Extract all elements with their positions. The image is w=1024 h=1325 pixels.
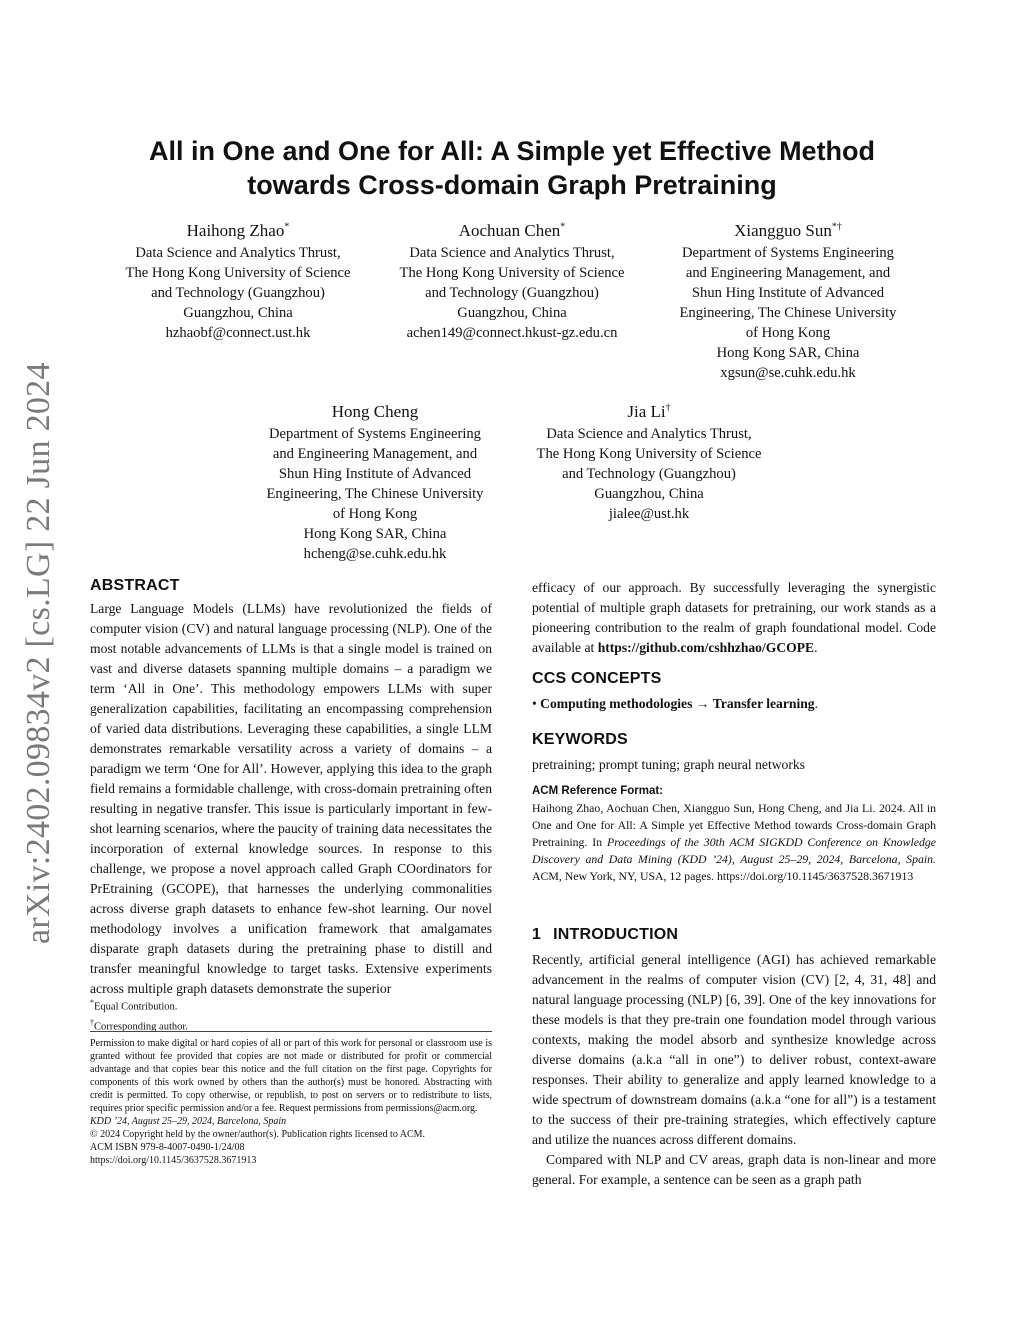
author-affiliation-line: Shun Hing Institute of Advanced <box>691 285 885 301</box>
author-block <box>92 220 384 343</box>
author-affiliation-line: The Hong Kong University of Science <box>125 265 351 281</box>
author-affiliation-line: Data Science and Analytics Thrust, <box>546 426 752 442</box>
author-affiliation-line: The Hong Kong University of Science <box>399 265 625 281</box>
copyright-line: © 2024 Copyright held by the owner/author(s). Publication rights licensed to ACM. <box>90 1129 426 1140</box>
author-block <box>366 220 658 343</box>
author-email[interactable]: hcheng@se.cuhk.edu.hk <box>303 546 447 562</box>
doi-link[interactable]: https://doi.org/10.1145/3637528.3671913 <box>90 1155 257 1166</box>
author-block <box>229 401 521 564</box>
introduction-section <box>532 925 936 1190</box>
acm-reference-text: Haihong Zhao, Aochuan Chen, Xiangguo Sun, Hong Cheng, and Jia Li. 2024. All in One and One for All: A Simple yet Effective Method towards Cross-domain Graph Pretraining. In Proceedings of the 30th ACM SIGKDD Conference on Knowledge Discovery and Data Mining (KDD ’24), August 25–29, 2024, Barcelona, Spain. ACM, New York, NY, USA, 12 pages. https://doi.org/10.1145/3637528.3671913 <box>532 801 936 883</box>
introduction-heading: 1 INTRODUCTION <box>532 926 679 943</box>
author-name: Jia Li† <box>627 402 671 421</box>
introduction-paragraph: Compared with NLP and CV areas, graph data is non-linear and more general. For example, a sentence can be seen as a graph path <box>532 1152 936 1187</box>
author-affiliation-line: Data Science and Analytics Thrust, <box>135 245 341 261</box>
author-affiliation-line: of Hong Kong <box>745 325 831 341</box>
author-affiliation-line: Guangzhou, China <box>594 486 704 502</box>
keywords-heading: KEYWORDS <box>532 731 628 748</box>
author-affiliation-line: Engineering, The Chinese University <box>679 305 897 321</box>
author-affiliation-line: The Hong Kong University of Science <box>536 446 762 462</box>
author-affiliation-line: Shun Hing Institute of Advanced <box>278 466 472 482</box>
author-affiliation-line: Department of Systems Engineering <box>682 245 894 261</box>
author-block <box>642 220 934 383</box>
author-affiliation-line: and Technology (Guangzhou) <box>151 285 325 301</box>
abstract-text: Large Language Models (LLMs) have revolutionized the fields of computer vision (CV) and natural language processing (NLP). One of the most notable advancements of LLMs is that a single model is trained on vast and diverse datasets spanning multiple domains – a paradigm we term ‘All in One’. This methodology empowers LLMs with super generalization capabilities, facilitating an encompassing comprehension of varied data distributions. Leveraging these capabilities, a single LLM demonstrates remarkable versatility across a variety of domains – a paradigm we term ‘One for All’. However, applying this idea to the graph field remains a formidable challenge, with cross-domain pretraining often resulting in negative transfer. This issue is particularly important in few-shot learning scenarios, where the paucity of training data necessitates the incorporation of external knowledge sources. In response to this challenge, we propose a novel approach called Graph COordinators for PrEtraining (GCOPE), that harnesses the underlying commonalities across diverse graph datasets to enhance few-shot learning. Our novel methodology involves a unification framework that amalgamates disparate graph datasets during the pretraining phase to distill and transfer meaningful knowledge to target tasks. Extensive experiments across multiple graph datasets demonstrate the superior <box>90 601 493 996</box>
introduction-paragraph: Recently, artificial general intelligence (AGI) has achieved remarkable advancement in the realms of computer vision (CV) [2, 4, 31, 48] and natural language processing (NLP) [6, 39]. One of the key innovations for these models is that they pre-train one foundation model through various contexts, making the model absorb and synthesize knowledge across diverse domains (a.k.a “all in one”) to deliver robust, context-aware responses. Their ability to generalize and apply learned knowledge to a wide spectrum of downstream domains (a.k.a “one for all”) is a testament to the success of their pre-training strategies, which effectively capture and utilize the nuances across different domains. <box>532 952 936 1147</box>
author-affiliation-line: and Engineering Management, and <box>685 265 891 281</box>
title-line-2: towards Cross-domain Graph Pretraining <box>247 170 777 200</box>
ccs-concepts-section <box>532 669 936 714</box>
author-affiliation-line: of Hong Kong <box>332 506 418 522</box>
paper-title <box>90 134 934 202</box>
footnote-divider <box>90 1031 492 1032</box>
author-affiliation-line: and Technology (Guangzhou) <box>562 466 736 482</box>
author-email[interactable]: jialee@ust.hk <box>608 506 690 522</box>
author-affiliation-line: Hong Kong SAR, China <box>303 526 447 542</box>
keywords-text: pretraining; prompt tuning; graph neural networks <box>532 757 805 772</box>
abstract-section <box>90 576 492 999</box>
author-affiliation-line: and Engineering Management, and <box>272 446 478 462</box>
isbn-line: ACM ISBN 979-8-4007-0490-1/24/08 <box>90 1142 245 1153</box>
author-name: Aochuan Chen* <box>458 221 566 240</box>
author-affiliation-line: Data Science and Analytics Thrust, <box>409 245 615 261</box>
footnote-corresponding-author: †Corresponding author. <box>90 1017 188 1032</box>
permission-text: Permission to make digital or hard copies of all or part of this work for personal or classroom use is granted without fee provided that copies are not made or distributed for profit or commercial advantage and that copies bear this notice and the full citation on the first page. Copyrights for components of this work owned by others than the author(s) must be honored. Abstracting with credit is permitted. To copy otherwise, or republish, to post on servers or to redistribute to lists, requires prior specific permission and/or a fee. Request permissions from permissions@acm.org. <box>90 1038 492 1114</box>
permission-notice <box>90 1037 492 1167</box>
code-link[interactable]: https://github.com/cshhzhao/GCOPE <box>597 640 815 655</box>
acm-reference-heading: ACM Reference Format: <box>532 785 663 797</box>
author-block <box>503 401 795 524</box>
abstract-continued-text: efficacy of our approach. By successfully leveraging the synergistic potential of multiple graph datasets for pretraining, our work stands as a pioneering contribution to the realm of graph foundational model. Code available at https://github.com/cshhzhao/GCOPE. <box>532 580 936 655</box>
author-affiliation-line: Department of Systems Engineering <box>269 426 481 442</box>
footnote-equal-contribution: *Equal Contribution. <box>90 998 178 1013</box>
arxiv-identifier-stamp: arXiv:2402.09834v2 [cs.LG] 22 Jun 2024 <box>20 362 57 944</box>
author-email[interactable]: achen149@connect.hkust-gz.edu.cn <box>406 325 618 341</box>
abstract-heading: ABSTRACT <box>90 577 180 594</box>
author-affiliation-line: Hong Kong SAR, China <box>716 345 860 361</box>
author-affiliation-line: Guangzhou, China <box>457 305 567 321</box>
title-line-1: All in One and One for All: A Simple yet Effective Method <box>148 136 876 166</box>
author-name: Xiangguo Sun*† <box>734 221 842 240</box>
author-email[interactable]: xgsun@se.cuhk.edu.hk <box>720 365 856 381</box>
footnotes <box>90 995 492 1034</box>
venue-line: KDD ’24, August 25–29, 2024, Barcelona, Spain <box>90 1116 287 1127</box>
author-affiliation-line: Engineering, The Chinese University <box>266 486 484 502</box>
author-affiliation-line: and Technology (Guangzhou) <box>425 285 599 301</box>
abstract-continued <box>532 578 936 658</box>
acm-reference-section <box>532 784 936 885</box>
author-affiliation-line: Guangzhou, China <box>183 305 293 321</box>
keywords-section <box>532 730 936 775</box>
ccs-concept-entry: • Computing methodologies → Transfer learning. <box>532 696 818 711</box>
author-email[interactable]: hzhaobf@connect.ust.hk <box>165 325 311 341</box>
author-name: Haihong Zhao* <box>186 221 290 240</box>
author-name: Hong Cheng <box>331 402 419 421</box>
ccs-concepts-heading: CCS CONCEPTS <box>532 670 662 687</box>
